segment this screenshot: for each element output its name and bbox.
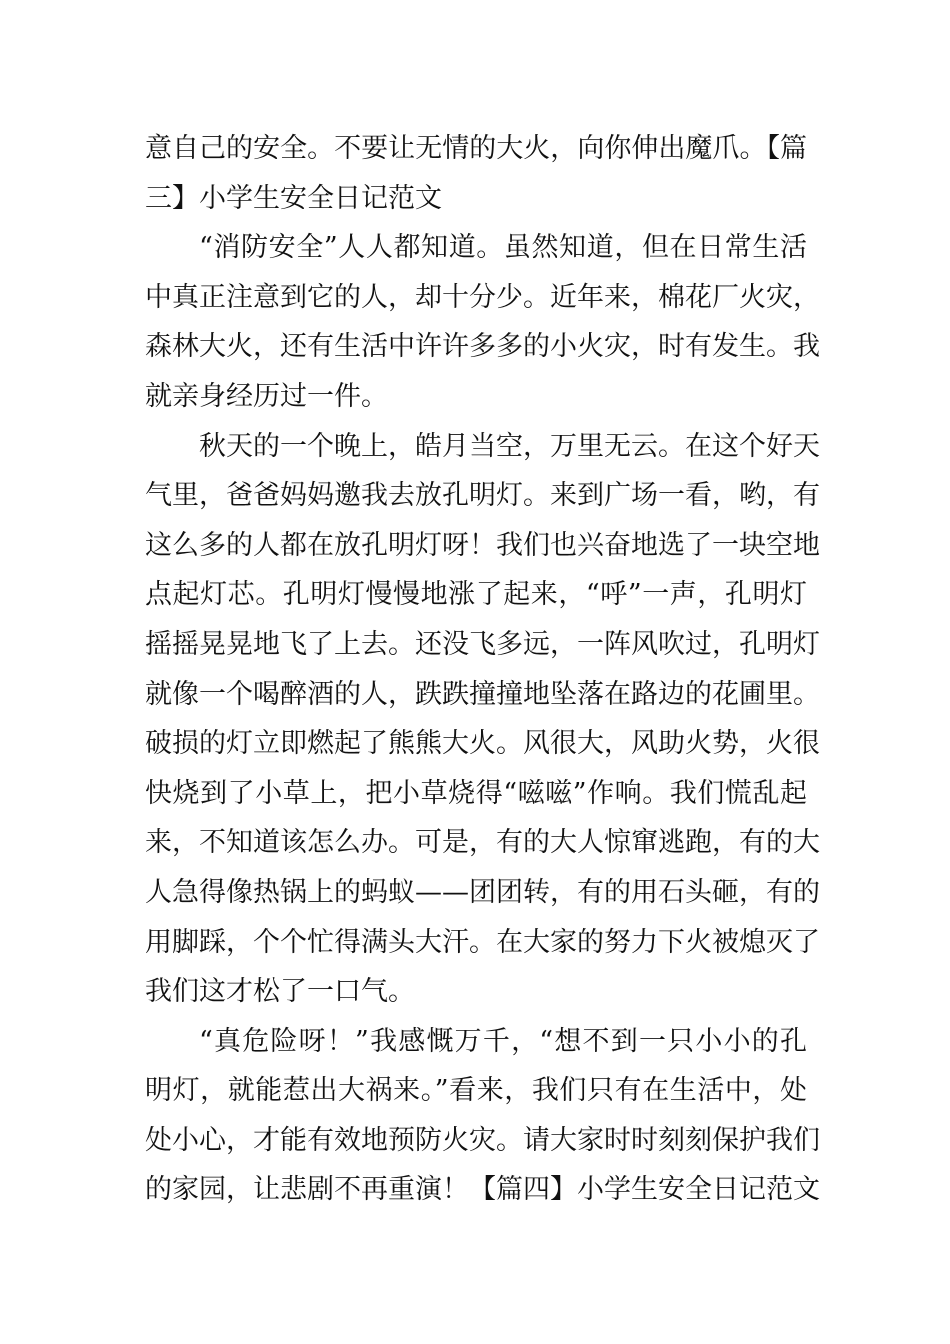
- text-line: 中真正注意到它的人，却十分少。近年来，棉花厂火灾，: [145, 281, 820, 313]
- text-line: 这么多的人都在放孔明灯呀！我们也兴奋地选了一块空地: [145, 529, 820, 561]
- text-line: 就亲身经历过一件。: [145, 380, 388, 412]
- text-line: 快烧到了小草上，把小草烧得“嗞嗞”作响。我们慌乱起: [145, 777, 807, 809]
- text-line: 三】小学生安全日记范文: [145, 182, 442, 214]
- article-body: [145, 124, 820, 1215]
- text-line: 用脚踩，个个忙得满头大汗。在大家的努力下火被熄灭了: [145, 926, 820, 958]
- text-line: 意自己的安全。不要让无情的大火，向你伸出魔爪。【篇: [145, 133, 807, 164]
- text-line: 森林大火，还有生活中许许多多的小火灾，时有发生。我: [145, 331, 820, 363]
- paragraph-start-line: 秋天的一个晚上，皓月当空，万里无云。在这个好天: [199, 430, 820, 462]
- text-line: 就像一个喝醉酒的人，跌跌撞撞地坠落在路边的花圃里。: [145, 678, 820, 710]
- text-line: 破损的灯立即燃起了熊熊大火。风很大，风助火势，火很: [145, 728, 820, 760]
- paragraph-start-line: “消防安全”人人都知道。虽然知道，但在日常生活: [199, 232, 807, 264]
- text-line: 来，不知道该怎么办。可是，有的大人惊窜逃跑，有的大: [145, 827, 820, 859]
- text-line: 气里，爸爸妈妈邀我去放孔明灯。来到广场一看，哟，有: [145, 480, 820, 512]
- text-line: 的家园，让悲剧不再重演！【篇四】小学生安全日记范文: [145, 1174, 820, 1206]
- text-line: 处小心，才能有效地预防火灾。请大家时时刻刻保护我们: [145, 1124, 820, 1156]
- text-line: 人急得像热锅上的蚂蚁——团团转，有的用石头砸，有的: [145, 876, 820, 908]
- text-line: 点起灯芯。孔明灯慢慢地涨了起来，“呼”一声，孔明灯: [145, 579, 807, 611]
- text-line: 摇摇晃晃地飞了上去。还没飞多远，一阵风吹过，孔明灯: [145, 628, 820, 660]
- paragraph-start-line: “真危险呀！”我感慨万千，“想不到一只小小的孔: [199, 1025, 807, 1057]
- text-line: 我们这才松了一口气。: [145, 976, 415, 1008]
- text-line: 明灯，就能惹出大祸来。”看来，我们只有在生活中，处: [145, 1075, 807, 1107]
